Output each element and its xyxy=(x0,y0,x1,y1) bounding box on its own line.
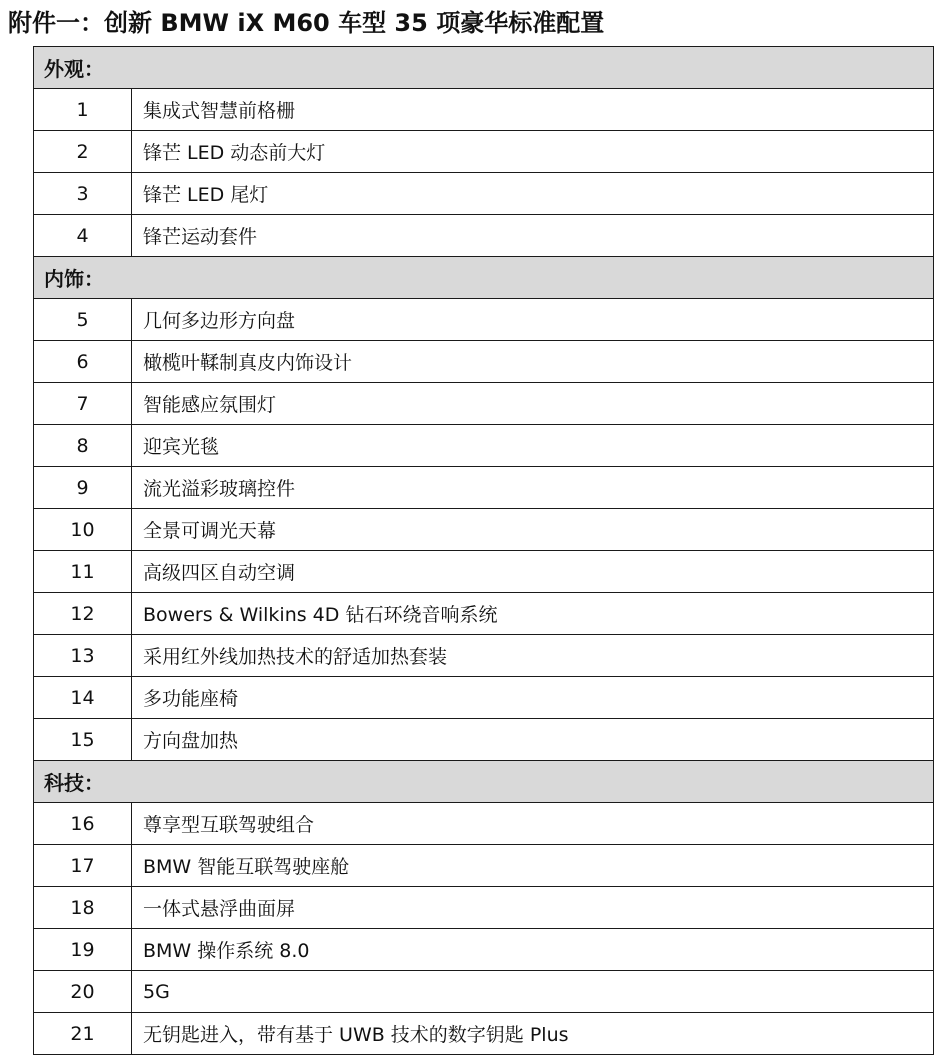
row-item: 多功能座椅 xyxy=(132,677,934,719)
table-row xyxy=(34,593,934,635)
table-row xyxy=(34,299,934,341)
row-number: 10 xyxy=(34,509,132,551)
table-row xyxy=(34,215,934,257)
row-number: 4 xyxy=(34,215,132,257)
row-number: 3 xyxy=(34,173,132,215)
table-row xyxy=(34,173,934,215)
row-number: 15 xyxy=(34,719,132,761)
table-row xyxy=(34,845,934,887)
row-item: Bowers & Wilkins 4D 钻石环绕音响系统 xyxy=(132,593,934,635)
row-item: 无钥匙进入，带有基于 UWB 技术的数字钥匙 Plus xyxy=(132,1013,934,1055)
row-number: 8 xyxy=(34,425,132,467)
table-row xyxy=(34,341,934,383)
row-number: 18 xyxy=(34,887,132,929)
row-number: 7 xyxy=(34,383,132,425)
row-number: 20 xyxy=(34,971,132,1013)
row-number: 5 xyxy=(34,299,132,341)
table-row xyxy=(34,551,934,593)
row-item: BMW 智能互联驾驶座舱 xyxy=(132,845,934,887)
document-title: 附件一：创新 BMW iX M60 车型 35 项豪华标准配置 xyxy=(8,9,605,37)
row-item: 橄榄叶鞣制真皮内饰设计 xyxy=(132,341,934,383)
table-row xyxy=(34,425,934,467)
table-row xyxy=(34,677,934,719)
row-number: 9 xyxy=(34,467,132,509)
section-label: 内饰： xyxy=(34,257,934,299)
row-number: 1 xyxy=(34,89,132,131)
row-item: 一体式悬浮曲面屏 xyxy=(132,887,934,929)
row-number: 13 xyxy=(34,635,132,677)
row-number: 16 xyxy=(34,803,132,845)
table-row xyxy=(34,509,934,551)
section-label: 外观： xyxy=(34,47,934,89)
row-number: 11 xyxy=(34,551,132,593)
row-item: BMW 操作系统 8.0 xyxy=(132,929,934,971)
row-item: 集成式智慧前格栅 xyxy=(132,89,934,131)
row-item: 5G xyxy=(132,971,934,1013)
row-number: 17 xyxy=(34,845,132,887)
table-row xyxy=(34,929,934,971)
config-table xyxy=(33,46,934,1055)
table-row xyxy=(34,131,934,173)
table-row xyxy=(34,383,934,425)
row-item: 锋芒运动套件 xyxy=(132,215,934,257)
config-table-body xyxy=(34,47,934,1055)
row-item: 高级四区自动空调 xyxy=(132,551,934,593)
row-number: 6 xyxy=(34,341,132,383)
row-item: 尊享型互联驾驶组合 xyxy=(132,803,934,845)
table-row xyxy=(34,887,934,929)
section-header-interior xyxy=(34,257,934,299)
table-row xyxy=(34,719,934,761)
row-item: 采用红外线加热技术的舒适加热套装 xyxy=(132,635,934,677)
section-header-exterior xyxy=(34,47,934,89)
row-item: 锋芒 LED 动态前大灯 xyxy=(132,131,934,173)
row-item: 迎宾光毯 xyxy=(132,425,934,467)
row-item: 锋芒 LED 尾灯 xyxy=(132,173,934,215)
row-item: 几何多边形方向盘 xyxy=(132,299,934,341)
row-number: 12 xyxy=(34,593,132,635)
table-row xyxy=(34,467,934,509)
row-number: 14 xyxy=(34,677,132,719)
row-item: 智能感应氛围灯 xyxy=(132,383,934,425)
table-row xyxy=(34,971,934,1013)
table-row xyxy=(34,635,934,677)
row-item: 流光溢彩玻璃控件 xyxy=(132,467,934,509)
table-row xyxy=(34,89,934,131)
section-header-technology xyxy=(34,761,934,803)
table-row xyxy=(34,1013,934,1055)
table-row xyxy=(34,803,934,845)
row-number: 21 xyxy=(34,1013,132,1055)
row-item: 全景可调光天幕 xyxy=(132,509,934,551)
section-label: 科技： xyxy=(34,761,934,803)
row-item: 方向盘加热 xyxy=(132,719,934,761)
row-number: 19 xyxy=(34,929,132,971)
row-number: 2 xyxy=(34,131,132,173)
